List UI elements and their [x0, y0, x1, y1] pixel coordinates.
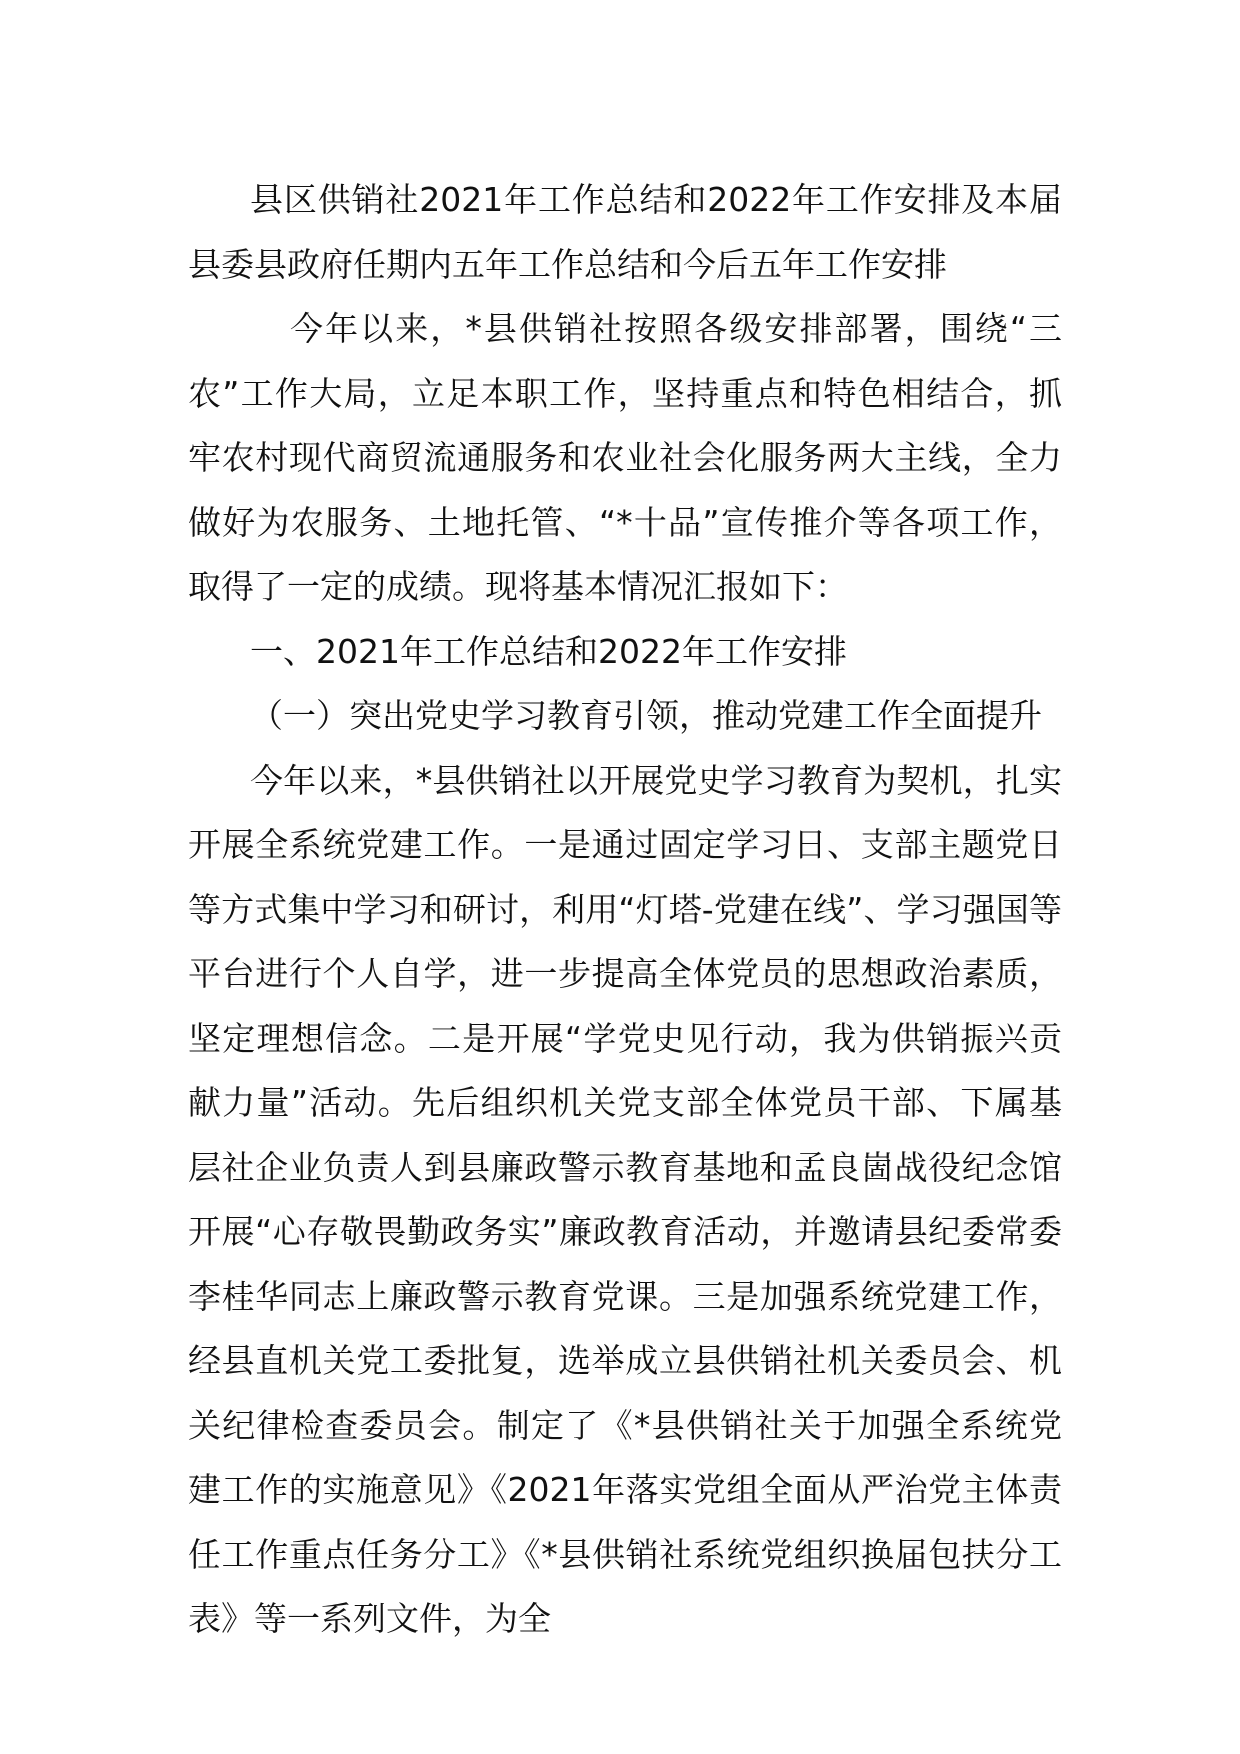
body-paragraph: 今年以来，*县供销社以开展党史学习教育为契机，扎实开展全系统党建工作。一是通过固定学习日、支部主题党日等方式集中学习和研讨，利用“灯塔-党建在线”、学习强国等平台进行个人自学，进一步提高全体党员的思想政治素质，坚定理想信念。二是开展“学党史见行动，我为供销振兴贡献力量”活动。先后组织机关党支部全体党员干部、下属基层社企业负责人到县廉政警示教育基地和孟良崮战役纪念馆开展“心存敬畏勤政务实”廉政教育活动，并邀请县纪委常委李桂华同志上廉政警示教育党课。三是加强系统党建工作，经县直机关党工委批复，选举成立县供销社机关委员会、机关纪律检查委员会。制定了《*县供销社关于加强全系统党建工作的实施意见》《2021年落实党组全面从严治党主体责任工作重点任务分工》《*县供销社系统党组织换届包扶分工表》等一系列文件，为全 — [188, 760, 1062, 1638]
intro-paragraph: 今年以来，*县供销社按照各级安排部署，围绕“三农”工作大局，立足本职工作，坚持重点和特色相结合，抓牢农村现代商贸流通服务和农业社会化服务两大主线，全力做好为农服务、土地托管、“*十品”宣传推介等各项工作，取得了一定的成绩。现将基本情况汇报如下： — [188, 309, 1062, 606]
section-heading: 一、2021年工作总结和2022年工作安排 — [250, 631, 847, 671]
subsection-heading: （一）突出党史学习教育引领，推动党建工作全面提升 — [250, 696, 1042, 735]
document-title: 县区供销社2021年工作总结和2022年工作安排及本届县委县政府任期内五年工作总结和今后五年工作安排 — [188, 180, 1062, 284]
document-body — [188, 168, 1062, 1652]
